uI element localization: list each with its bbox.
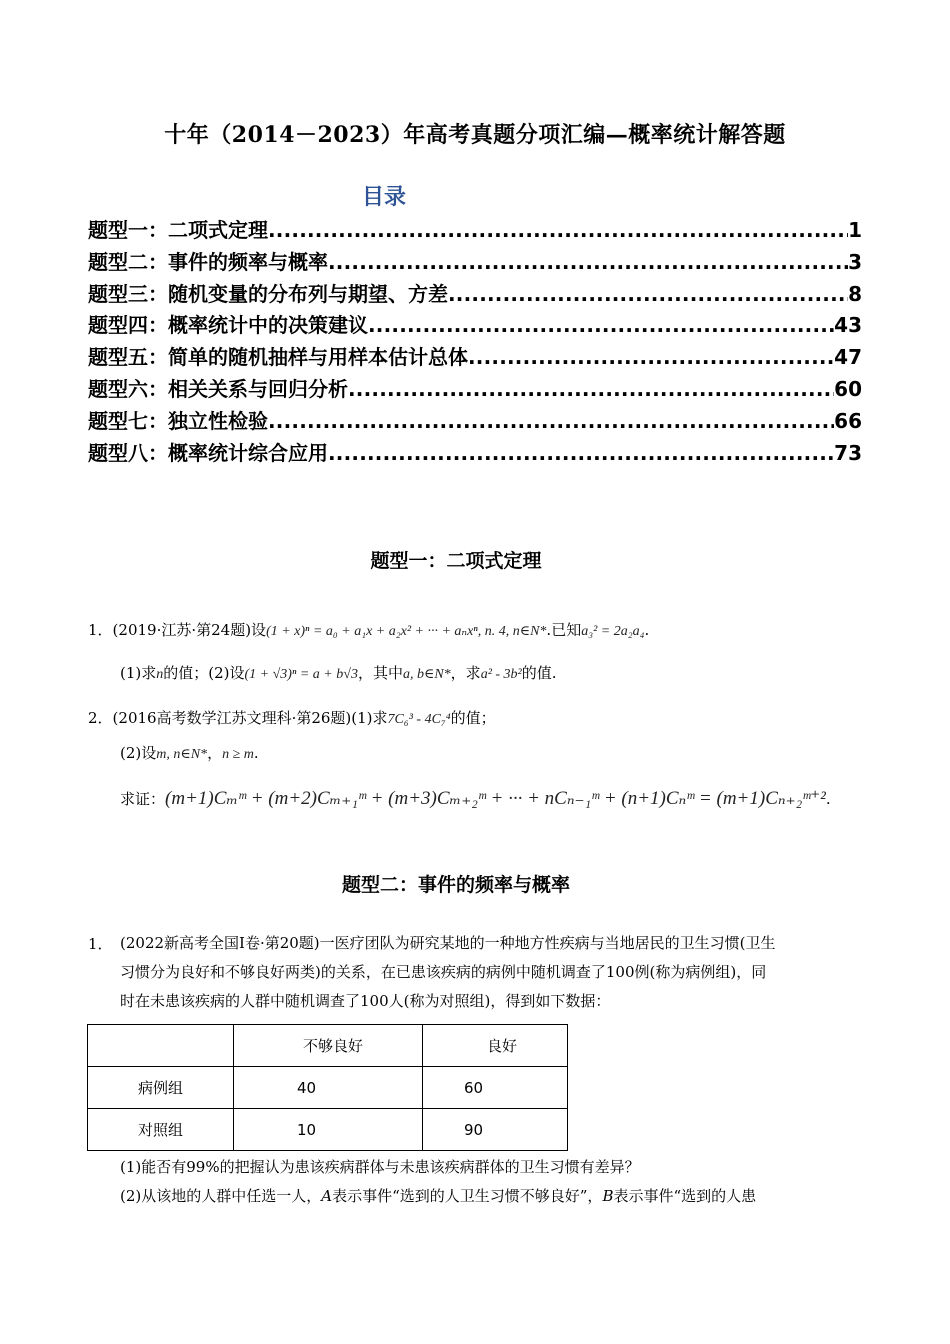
table-row (88, 1109, 568, 1151)
toc-leader-dots (328, 441, 834, 465)
text: 表示事件“选到的人患 (613, 1187, 757, 1205)
toc-leader-dots (368, 313, 834, 337)
toc-leader-dots (268, 409, 834, 433)
toc-leader-dots (468, 345, 834, 369)
question-2-stem (88, 705, 496, 733)
toc-entry[interactable] (88, 341, 862, 373)
text-line: (2022新高考全国I卷·第20题)一医疗团队为研究某地的一种地方性疾病与当地居民的卫生习惯(卫生 (120, 934, 776, 952)
toc-entry-page: 66 (834, 408, 862, 433)
section-heading: 题型二：事件的频率与概率 (341, 874, 570, 896)
toc-entry[interactable] (88, 437, 862, 469)
table-cell: 60 (423, 1067, 568, 1109)
toc-entry[interactable] (88, 278, 862, 310)
text: . (825, 790, 831, 808)
question-number: 1． (88, 621, 113, 639)
math-variable: B (602, 1187, 614, 1205)
question-1-subparts (120, 1153, 865, 1211)
text: . (644, 621, 650, 639)
toc-entry[interactable] (88, 309, 862, 341)
text-line: 习惯分为良好和不够良好两类)的关系，在已患该疾病的病例中随机调查了100例(称为病例组)，同 (120, 963, 767, 981)
toc-entry[interactable] (88, 214, 862, 246)
math-expression: (1 + √3)ⁿ = a + b√3 (244, 667, 358, 682)
text: . (253, 744, 259, 762)
toc-entry-label: 题型二：事件的频率与概率 (88, 249, 328, 274)
table-header-cell: 不够良好 (234, 1025, 423, 1067)
sub-question: (1)能否有99%的把握认为患该疾病群体与未患该疾病群体的卫生习惯有差异？ (120, 1158, 640, 1176)
math-expression: (m+1)Cₘᵐ + (m+2)Cₘ₊₁ᵐ + (m+3)Cₘ₊₂ᵐ + ··· + nCₙ₋₁ᵐ + (n+1)Cₙᵐ = (m+1)Cₙ₊₂ᵐ⁺² (165, 788, 826, 809)
question-number: 1． (88, 935, 113, 953)
toc-entry-page: 60 (834, 376, 862, 401)
toc-heading: 目录 (362, 185, 407, 210)
math-variable: n (156, 667, 164, 682)
math-expression: (1 + x)ⁿ = a₀ + a₁x + a₂x² + ··· + aₙxⁿ, n. 4, n∈N* (266, 624, 547, 639)
text: ， (207, 744, 223, 762)
toc-leader-dots (268, 218, 848, 242)
toc-entry[interactable] (88, 246, 862, 278)
math-expression: n ≥ m (222, 747, 254, 762)
toc-entry-label: 题型八：概率统计综合应用 (88, 440, 328, 465)
toc-entry-label: 题型七：独立性检验 (88, 408, 268, 433)
math-variable: A (321, 1187, 333, 1205)
text-line: 时在未患该疾病的人群中随机调查了100人(称为对照组)，得到如下数据： (120, 992, 611, 1010)
question-number: 2． (88, 709, 113, 727)
toc-leader-dots (328, 250, 848, 274)
math-expression: a² - 3b² (480, 667, 522, 682)
table-cell: 90 (423, 1109, 568, 1151)
table-of-contents (88, 214, 862, 468)
question-1-parts (120, 660, 557, 688)
toc-leader-dots (348, 377, 834, 401)
math-expression: m, n∈N* (156, 747, 208, 762)
table-row-label: 病例组 (88, 1067, 234, 1109)
text: 的值. (521, 664, 557, 682)
text: (1)求 (120, 664, 157, 682)
toc-entry-page: 8 (848, 281, 862, 306)
toc-leader-dots (448, 282, 848, 306)
question-source: (2016高考数学江苏文理科·第26题)(1)求 (112, 709, 388, 727)
question-2-proof (120, 786, 831, 812)
toc-entry-label: 题型五：简单的随机抽样与用样本估计总体 (88, 345, 468, 370)
toc-entry-page: 43 (834, 313, 862, 338)
question-1-text (120, 929, 865, 1016)
table-cell: 40 (234, 1067, 423, 1109)
text: 求证： (120, 790, 166, 808)
text: 的值；(2)设 (163, 664, 245, 682)
table-header-cell: 良好 (423, 1025, 568, 1067)
text: .已知 (546, 621, 582, 639)
text: (2)设 (120, 744, 157, 762)
toc-entry-page: 1 (848, 218, 862, 242)
data-table (87, 1024, 568, 1151)
question-source: (2019·江苏·第24题)设 (112, 621, 267, 639)
toc-entry-page: 73 (834, 440, 862, 465)
text: 表示事件“选到的人卫生习惯不够良好”， (332, 1187, 603, 1205)
math-expression: a₃² = 2a₂a₄ (581, 624, 645, 639)
toc-entry[interactable] (88, 405, 862, 437)
table-header-cell (88, 1025, 234, 1067)
document-title: 十年（2014－2023）年高考真题分项汇编—概率统计解答题 (164, 122, 786, 148)
section-heading: 题型一：二项式定理 (370, 550, 542, 572)
text: ，其中 (357, 664, 403, 682)
sub-question (120, 1182, 865, 1211)
toc-entry[interactable] (88, 373, 862, 405)
question-2-condition (120, 740, 259, 768)
math-expression: 7C₆³ - 4C₇⁴ (387, 712, 451, 727)
table-cell: 10 (234, 1109, 423, 1151)
toc-entry-page: 3 (848, 249, 862, 274)
table-row (88, 1067, 568, 1109)
toc-entry-label: 题型一：二项式定理 (88, 218, 268, 242)
text: (2)从该地的人群中任选一人， (120, 1187, 322, 1205)
text: 的值； (450, 709, 496, 727)
math-expression: a, b∈N* (402, 667, 451, 682)
text: ，求 (450, 664, 481, 682)
question-1-stem (88, 617, 649, 645)
table-row-label: 对照组 (88, 1109, 234, 1151)
table-header-row (88, 1025, 568, 1067)
toc-entry-label: 题型三：随机变量的分布列与期望、方差 (88, 281, 448, 306)
toc-entry-label: 题型四：概率统计中的决策建议 (88, 313, 368, 338)
toc-entry-label: 题型六：相关关系与回归分析 (88, 376, 348, 401)
toc-entry-page: 47 (834, 345, 862, 370)
